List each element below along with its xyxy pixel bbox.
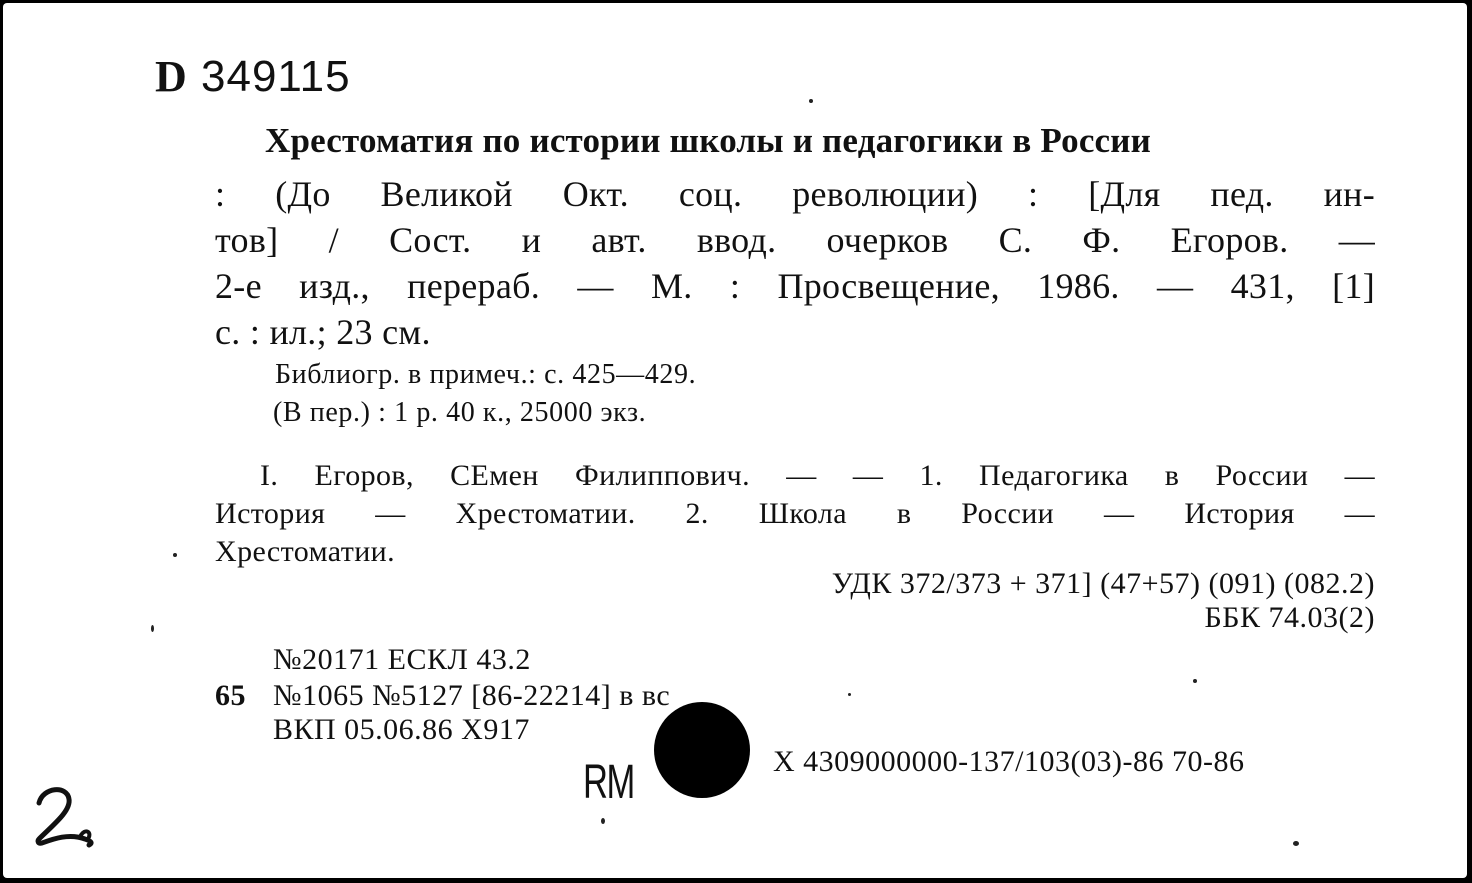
call-number [155,51,351,102]
speck [1193,679,1197,683]
speck [848,693,851,696]
speck [173,553,177,557]
price-note: (В пер.) : 1 р. 40 к., 25000 экз. [273,397,647,428]
handwritten-number-mark [29,781,101,851]
catalog-card [3,3,1467,878]
speck [1293,841,1299,846]
bibliography-note: Библиогр. в примеч.: с. 425—429. [275,359,697,390]
stamp-initials: RM [583,756,634,809]
stock-line-2: №1065 №5127 [86-22214] в вс [273,679,671,712]
call-number-digits: 349115 [201,52,351,101]
stock-line-1: №20171 ЕСКЛ 43.2 [273,643,531,676]
tracing-line-3: Хрестоматии. [215,535,396,568]
book-title: Хрестоматия по истории школы и педагогики в России [265,121,1152,160]
description-line-4: с. : ил.; 23 см. [215,312,431,352]
bbk-code: ББК 74.03(2) [1204,601,1375,634]
description-line-3: 2-е изд., перераб. — М. : Просвещение, 1986. — 431, [1] [215,266,1375,306]
black-dot-mark [654,702,750,798]
stock-prefix: 65 [215,679,246,712]
call-number-letter: D [155,52,188,101]
tracing-line-1: I. Егоров, СЕмен Филиппович. — — 1. Педагогика в России — [260,459,1375,492]
stock-line-3: ВКП 05.06.86 Х917 [273,713,530,746]
udk-code: УДК 372/373 + 371] (47+57) (091) (082.2) [831,567,1375,600]
tracing-line-2: История — Хрестоматии. 2. Школа в России — История — [215,497,1375,530]
speck [809,99,813,103]
publisher-code: Х 4309000000-137/103(03)-86 70-86 [773,745,1245,778]
speck [601,818,605,824]
description-line-2: тов] / Сост. и авт. ввод. очерков С. Ф. Егоров. — [215,220,1375,260]
description-line-1: : (До Великой Окт. соц. революции) : [Для пед. ин- [215,174,1375,214]
speck [151,625,154,632]
